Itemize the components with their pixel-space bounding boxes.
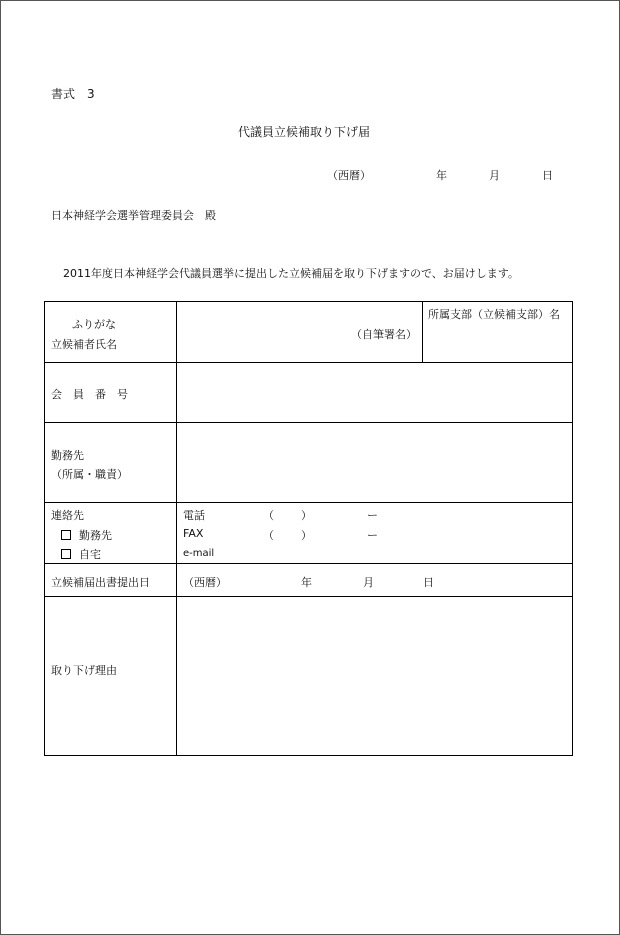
- fax-dash: ー: [367, 529, 378, 542]
- submit-year: 年: [301, 576, 312, 589]
- row-divider: [45, 362, 572, 363]
- fax-label: FAX: [183, 527, 204, 540]
- fax-paren-open: （: [263, 529, 274, 542]
- document-title: 代議員立候補取り下げ届: [238, 125, 371, 139]
- column-divider: [176, 302, 177, 755]
- statement: 2011年度日本神経学会代議員選挙に提出した立候補届を取り下げますので、お届けします。: [63, 267, 519, 280]
- email-label: e-mail: [183, 548, 215, 559]
- checkbox-icon[interactable]: [61, 549, 71, 559]
- phone-dash: ー: [367, 509, 378, 522]
- submit-date-prefix: （西暦）: [183, 576, 227, 589]
- contact-option-work-label: 勤務先: [79, 529, 112, 542]
- date-day: 日: [542, 169, 553, 182]
- phone-paren-open: （: [263, 509, 274, 522]
- row-divider: [45, 596, 572, 597]
- candidate-name-label: 立候補者氏名: [51, 338, 117, 351]
- contact-option-home[interactable]: [61, 546, 101, 562]
- date-month: 月: [489, 169, 500, 182]
- form-number: 書式 3: [51, 87, 95, 101]
- column-divider: [422, 302, 423, 362]
- workplace-sub-label: （所属・職責）: [51, 468, 128, 481]
- row-divider: [45, 422, 572, 423]
- fax-paren-close: ）: [301, 529, 312, 542]
- withdrawal-form-table: [44, 301, 573, 756]
- branch-label: 所属支部（立候補支部）名: [428, 308, 560, 321]
- reason-label: 取り下げ理由: [51, 664, 117, 677]
- date-year: 年: [436, 169, 447, 182]
- checkbox-icon[interactable]: [61, 530, 71, 540]
- row-divider: [45, 563, 572, 564]
- phone-paren-close: ）: [301, 509, 312, 522]
- phone-label: 電話: [183, 509, 205, 522]
- signature-note: （自筆署名）: [351, 328, 417, 341]
- row-divider: [45, 502, 572, 503]
- contact-option-work[interactable]: [61, 527, 112, 543]
- contact-label: 連絡先: [51, 509, 84, 522]
- contact-option-home-label: 自宅: [79, 548, 101, 561]
- member-number-label: 会 員 番 号: [51, 388, 128, 401]
- addressee: 日本神経学会選挙管理委員会 殿: [51, 209, 216, 222]
- submit-month: 月: [363, 576, 374, 589]
- workplace-label: 勤務先: [51, 449, 84, 462]
- furigana-label: ふりがな: [72, 318, 116, 331]
- submit-date-label: 立候補届出書提出日: [51, 576, 150, 589]
- submit-day: 日: [423, 576, 434, 589]
- date-prefix: （西暦）: [327, 169, 371, 182]
